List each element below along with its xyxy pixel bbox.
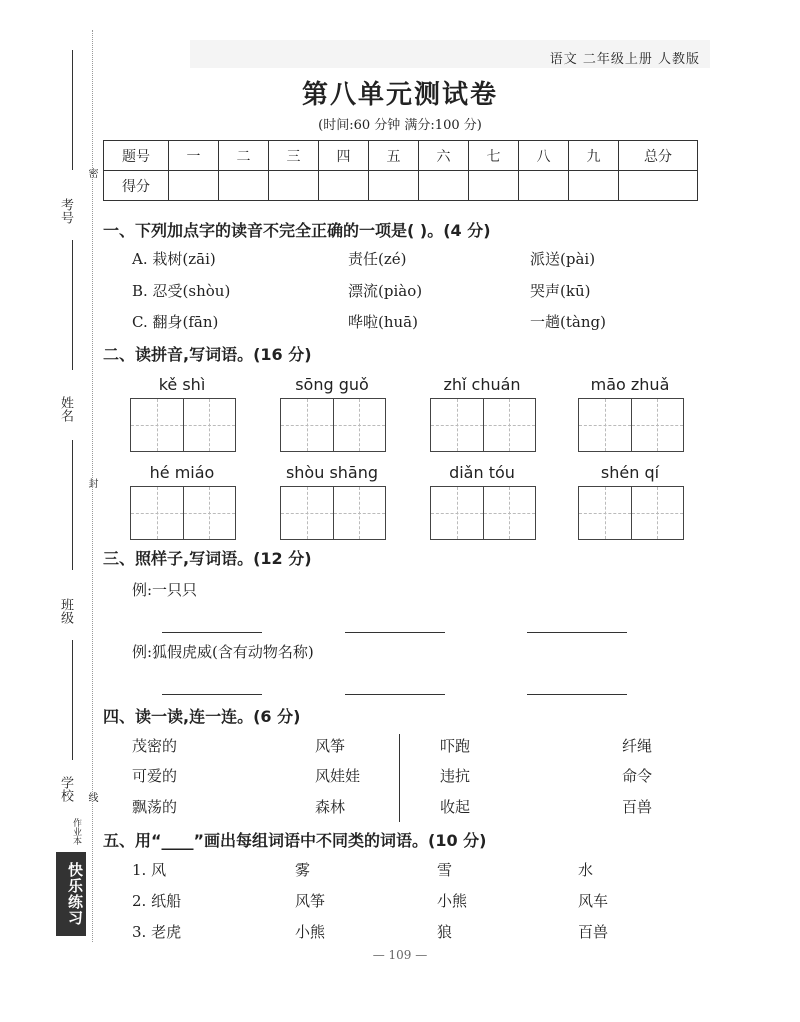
q5-word[interactable]: 2. 纸船: [132, 892, 182, 910]
score-cell[interactable]: [619, 171, 698, 201]
q2-title: 二、读拼音,写词语。(16 分): [103, 345, 312, 364]
pinyin-label: diǎn tóu: [449, 463, 515, 482]
q1-option-c-1: C. 翻身(fān): [132, 313, 219, 331]
writing-grid[interactable]: [130, 398, 236, 452]
pinyin-label: hé miáo: [149, 463, 215, 482]
page-number: — 109 —: [372, 948, 428, 962]
answer-blank[interactable]: [345, 631, 445, 633]
q4-title: 四、读一读,连一连。(6 分): [103, 707, 301, 726]
q4-col2-item[interactable]: 森林: [315, 798, 346, 816]
q4-col3-item[interactable]: 违抗: [440, 767, 471, 785]
q5-word[interactable]: 雾: [295, 861, 311, 879]
q1-option-a-2: 责任(zé): [348, 250, 407, 268]
score-header-cell: 三: [269, 141, 319, 171]
sidebar-mark-feng: 封: [86, 478, 97, 488]
score-header-cell: 七: [469, 141, 519, 171]
score-table-score-row: [104, 171, 698, 201]
score-header-cell: 六: [419, 141, 469, 171]
q5-word[interactable]: 百兽: [578, 923, 609, 941]
score-cell[interactable]: [219, 171, 269, 201]
q5-word[interactable]: 3. 老虎: [132, 923, 182, 941]
q5-word[interactable]: 风筝: [295, 892, 326, 910]
writing-grid[interactable]: [578, 486, 684, 540]
score-cell[interactable]: [469, 171, 519, 201]
pinyin-label: sōng guǒ: [295, 375, 369, 394]
sidebar-mark-mi: 密: [86, 168, 97, 178]
score-header-cell: 九: [569, 141, 619, 171]
q4-divider: [399, 734, 400, 822]
q4-col2-item[interactable]: 风娃娃: [315, 767, 361, 785]
q5-word[interactable]: 水: [578, 861, 594, 879]
answer-blank[interactable]: [162, 631, 262, 633]
sidebar-line: [72, 640, 74, 760]
sidebar-label-xingming: 姓名: [58, 396, 73, 422]
q5-word[interactable]: 小熊: [295, 923, 326, 941]
score-cell[interactable]: [369, 171, 419, 201]
writing-grid[interactable]: [280, 398, 386, 452]
q4-col4-item[interactable]: 命令: [622, 767, 653, 785]
sidebar-label-xuexiao: 学校: [58, 776, 73, 802]
brand-logo-sub: 作业本: [71, 818, 81, 845]
score-row-label: 得分: [104, 171, 169, 201]
q4-col4-item[interactable]: 纤绳: [622, 737, 653, 755]
q1-title: 一、下列加点字的读音不完全正确的一项是( )。(4 分): [103, 221, 491, 240]
score-header-cell: 一: [169, 141, 219, 171]
sidebar-line: [72, 440, 74, 570]
pinyin-label: shén qí: [600, 463, 660, 482]
q4-col4-item[interactable]: 百兽: [622, 798, 653, 816]
q4-col1-item[interactable]: 茂密的: [132, 737, 178, 755]
score-header-cell: 总分: [619, 141, 698, 171]
writing-grid[interactable]: [280, 486, 386, 540]
subject-tag: 语文 二年级上册 人教版: [549, 52, 700, 67]
exam-info: (时间:60 分钟 满分:100 分): [318, 118, 482, 133]
sidebar-mark-xian: 线: [86, 792, 97, 802]
pinyin-label: shòu shāng: [285, 463, 379, 482]
answer-blank[interactable]: [162, 693, 262, 695]
q1-option-b-2: 漂流(piào): [348, 282, 423, 300]
page-title: 第八单元测试卷: [301, 80, 498, 110]
score-cell[interactable]: [269, 171, 319, 201]
score-cell[interactable]: [569, 171, 619, 201]
q3-title: 三、照样子,写词语。(12 分): [103, 549, 312, 568]
q3-example-1: 例:一只只: [132, 581, 198, 599]
q4-col3-item[interactable]: 吓跑: [440, 737, 471, 755]
sidebar-label-kaohao: 考号: [58, 198, 73, 224]
score-header-cell: 四: [319, 141, 369, 171]
q5-word[interactable]: 风车: [578, 892, 609, 910]
q5-word[interactable]: 小熊: [437, 892, 468, 910]
score-header-cell: 题号: [104, 141, 169, 171]
pinyin-label: māo zhuǎ: [590, 375, 670, 394]
writing-grid[interactable]: [430, 486, 536, 540]
score-table: [103, 140, 698, 201]
answer-blank[interactable]: [527, 693, 627, 695]
writing-grid[interactable]: [430, 398, 536, 452]
sidebar-label-banji: 班级: [58, 598, 73, 624]
answer-blank[interactable]: [345, 693, 445, 695]
q1-option-a-3: 派送(pài): [530, 250, 596, 268]
q5-word[interactable]: 1. 风: [132, 861, 167, 879]
sidebar-line: [72, 240, 74, 370]
q4-col1-item[interactable]: 可爱的: [132, 767, 178, 785]
score-header-cell: 二: [219, 141, 269, 171]
brand-logo: 快乐练习: [56, 852, 86, 936]
pinyin-label: zhǐ chuán: [443, 375, 521, 394]
q4-col2-item[interactable]: 风筝: [315, 737, 346, 755]
q1-option-a-1: A. 栽树(zāi): [132, 250, 216, 268]
score-cell[interactable]: [319, 171, 369, 201]
q1-option-b-3: 哭声(kū): [530, 282, 591, 300]
q5-title: 五、用“____”画出每组词语中不同类的词语。(10 分): [103, 831, 487, 850]
q4-col3-item[interactable]: 收起: [440, 798, 471, 816]
q3-example-2: 例:狐假虎威(含有动物名称): [132, 643, 314, 661]
q5-word[interactable]: 雪: [437, 861, 453, 879]
score-cell[interactable]: [169, 171, 219, 201]
score-header-cell: 八: [519, 141, 569, 171]
q1-option-b-1: B. 忍受(shòu): [132, 282, 231, 300]
answer-blank[interactable]: [527, 631, 627, 633]
score-header-cell: 五: [369, 141, 419, 171]
writing-grid[interactable]: [130, 486, 236, 540]
score-cell[interactable]: [519, 171, 569, 201]
score-cell[interactable]: [419, 171, 469, 201]
q1-option-c-2: 哗啦(huā): [348, 313, 418, 331]
q1-option-c-3: 一趟(tàng): [530, 313, 606, 331]
pinyin-label: kě shì: [158, 375, 206, 394]
writing-grid[interactable]: [578, 398, 684, 452]
q5-word[interactable]: 狼: [437, 923, 453, 941]
score-table-header-row: [104, 141, 698, 171]
q4-col1-item[interactable]: 飘荡的: [132, 798, 178, 816]
